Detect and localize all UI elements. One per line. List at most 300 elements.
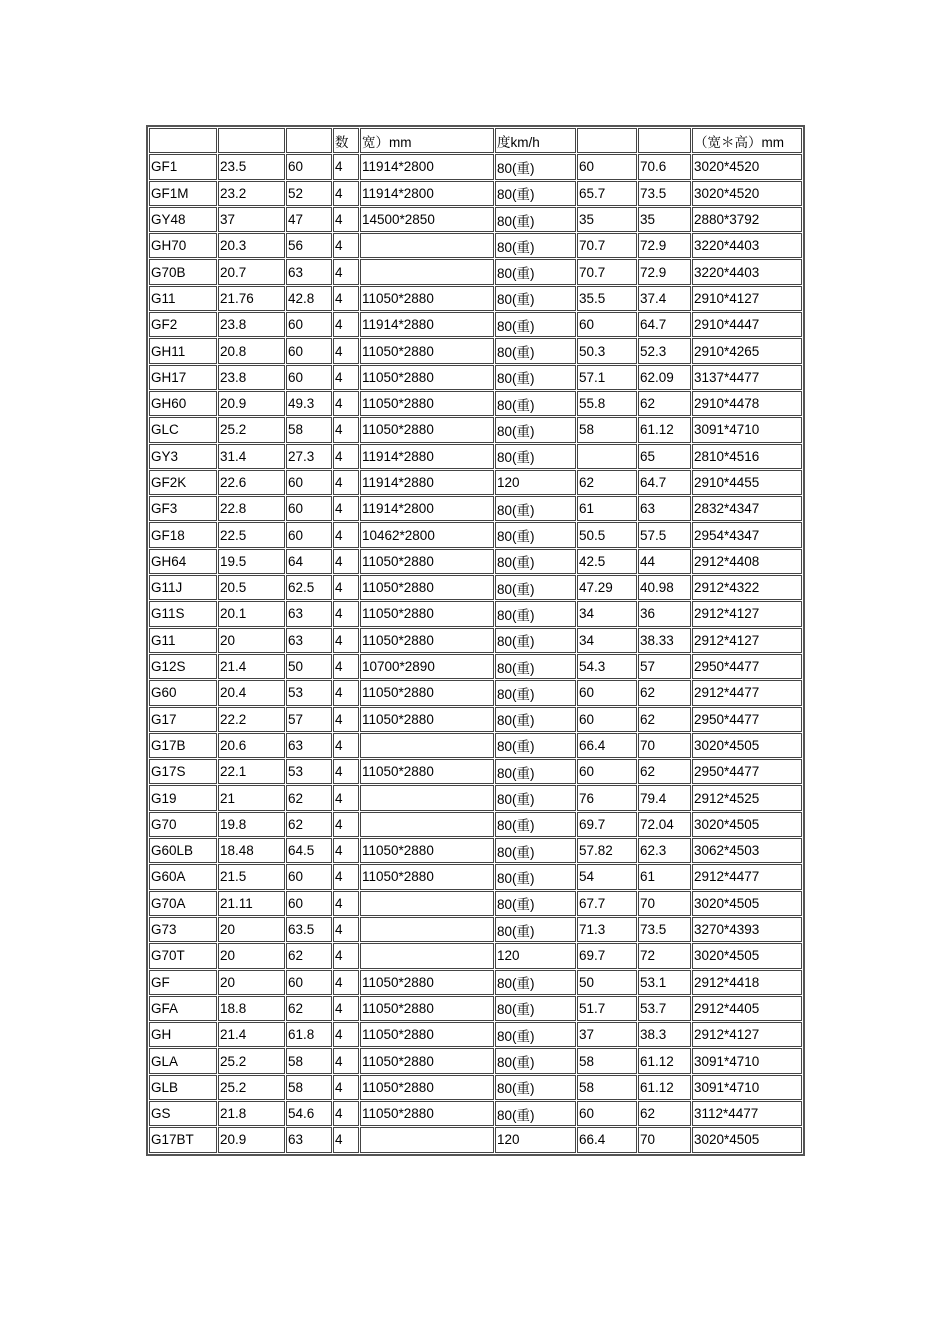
table-cell: 11914*2880	[360, 312, 494, 337]
table-cell: 20.7	[218, 259, 285, 284]
table-cell: G17	[149, 707, 217, 732]
table-cell: 50.5	[577, 522, 637, 547]
table-cell: 11050*2880	[360, 680, 494, 705]
table-cell: 37.4	[638, 286, 691, 311]
table-cell: 37	[218, 207, 285, 232]
table-cell: 80(重)	[495, 233, 576, 258]
table-cell: 36	[638, 601, 691, 626]
table-cell: 62	[286, 996, 332, 1021]
table-cell: GF1	[149, 154, 217, 179]
table-row	[149, 181, 802, 206]
table-cell: 70	[638, 733, 691, 758]
table-cell: 20.1	[218, 601, 285, 626]
table-cell: 63.5	[286, 917, 332, 942]
table-cell: 62.09	[638, 365, 691, 390]
table-cell: 62	[286, 785, 332, 810]
table-cell: 63	[286, 259, 332, 284]
table-cell: 27.3	[286, 444, 332, 469]
table-cell: 62	[638, 391, 691, 416]
table-cell: 20.9	[218, 391, 285, 416]
header-cell	[149, 128, 217, 153]
table-cell: 80(重)	[495, 391, 576, 416]
table-cell: 23.2	[218, 181, 285, 206]
table-cell: 51.7	[577, 996, 637, 1021]
table-cell: 64	[286, 549, 332, 574]
table-cell: 11050*2880	[360, 391, 494, 416]
table-cell: 2950*4477	[692, 654, 802, 679]
table-cell: 80(重)	[495, 970, 576, 995]
table-cell: 53	[286, 680, 332, 705]
header-cell: （宽＊高）mm	[692, 128, 802, 153]
table-cell: 70.6	[638, 154, 691, 179]
table-cell: 4	[333, 233, 359, 258]
table-cell: G17BT	[149, 1127, 217, 1152]
table-cell: 60	[286, 312, 332, 337]
table-row	[149, 996, 802, 1021]
table-cell: 3020*4505	[692, 943, 802, 968]
table-row	[149, 628, 802, 653]
table-cell: 4	[333, 575, 359, 600]
table-cell: 80(重)	[495, 1101, 576, 1126]
table-row	[149, 680, 802, 705]
table-cell: 20.9	[218, 1127, 285, 1152]
table-cell: 2912*4418	[692, 970, 802, 995]
table-cell: 57	[286, 707, 332, 732]
table-cell: 62	[638, 1101, 691, 1126]
table-cell: 4	[333, 181, 359, 206]
table-row	[149, 864, 802, 889]
table-cell: 61.12	[638, 1048, 691, 1073]
table-cell: 4	[333, 417, 359, 442]
table-cell: 2912*4477	[692, 680, 802, 705]
table-cell: 80(重)	[495, 917, 576, 942]
table-row	[149, 1127, 802, 1152]
table-cell: G70T	[149, 943, 217, 968]
table-cell: 50.3	[577, 338, 637, 363]
table-cell: 79.4	[638, 785, 691, 810]
table-row	[149, 707, 802, 732]
table-row	[149, 233, 802, 258]
table-cell: 10700*2890	[360, 654, 494, 679]
table-cell: 38.33	[638, 628, 691, 653]
table-cell: 2912*4525	[692, 785, 802, 810]
table-cell: 66.4	[577, 733, 637, 758]
table-cell: 80(重)	[495, 1075, 576, 1100]
table-cell: 57	[638, 654, 691, 679]
table-cell: 20	[218, 970, 285, 995]
table-cell: 10462*2800	[360, 522, 494, 547]
table-cell: 62.5	[286, 575, 332, 600]
table-cell: 4	[333, 628, 359, 653]
table-cell: 11050*2880	[360, 628, 494, 653]
table-cell: GH	[149, 1022, 217, 1047]
table-cell: 19.5	[218, 549, 285, 574]
table-cell: 11050*2880	[360, 338, 494, 363]
table-cell: 4	[333, 601, 359, 626]
table-cell: 11050*2880	[360, 970, 494, 995]
table-cell: 60	[577, 680, 637, 705]
table-cell: 54	[577, 864, 637, 889]
table-cell: 80(重)	[495, 812, 576, 837]
table-row	[149, 549, 802, 574]
table-cell: G11J	[149, 575, 217, 600]
table-cell: 21.76	[218, 286, 285, 311]
table-cell	[360, 917, 494, 942]
table-cell: 25.2	[218, 1048, 285, 1073]
table-cell: 60	[577, 1101, 637, 1126]
table-cell: 55.8	[577, 391, 637, 416]
table-cell: 58	[286, 1075, 332, 1100]
table-cell: 4	[333, 207, 359, 232]
table-cell: 62	[638, 759, 691, 784]
table-cell: G11S	[149, 601, 217, 626]
table-cell: 2912*4405	[692, 996, 802, 1021]
table-cell: 73.5	[638, 917, 691, 942]
table-cell: 2950*4477	[692, 707, 802, 732]
table-row	[149, 785, 802, 810]
table-row	[149, 1101, 802, 1126]
table-cell: 49.3	[286, 391, 332, 416]
table-cell: 11050*2880	[360, 996, 494, 1021]
table-cell: 3020*4505	[692, 1127, 802, 1152]
table-cell: GH17	[149, 365, 217, 390]
table-cell: G73	[149, 917, 217, 942]
table-cell: 80(重)	[495, 707, 576, 732]
table-cell: G70A	[149, 891, 217, 916]
table-cell: 11050*2880	[360, 365, 494, 390]
table-cell: 4	[333, 259, 359, 284]
table-cell: 72.9	[638, 233, 691, 258]
table-row	[149, 496, 802, 521]
table-cell: 3220*4403	[692, 233, 802, 258]
table-cell: 35.5	[577, 286, 637, 311]
table-cell: 11050*2880	[360, 1022, 494, 1047]
table-cell: 71.3	[577, 917, 637, 942]
table-row	[149, 391, 802, 416]
table-cell: GFA	[149, 996, 217, 1021]
table-cell: 3137*4477	[692, 365, 802, 390]
table-cell: 40.98	[638, 575, 691, 600]
table-cell: 21.4	[218, 1022, 285, 1047]
table-cell: 3091*4710	[692, 1075, 802, 1100]
table-cell: GY3	[149, 444, 217, 469]
table-cell: 63	[286, 733, 332, 758]
table-cell	[360, 1127, 494, 1152]
table-cell: 80(重)	[495, 181, 576, 206]
table-cell: 3062*4503	[692, 838, 802, 863]
table-cell: 14500*2850	[360, 207, 494, 232]
table-cell: GLB	[149, 1075, 217, 1100]
table-cell: 4	[333, 812, 359, 837]
table-cell: 4	[333, 1101, 359, 1126]
table-cell: 35	[638, 207, 691, 232]
table-cell: 11914*2880	[360, 470, 494, 495]
table-cell: 20.6	[218, 733, 285, 758]
table-cell: 58	[286, 1048, 332, 1073]
table-cell: 80(重)	[495, 601, 576, 626]
table-cell	[360, 785, 494, 810]
table-cell: GY48	[149, 207, 217, 232]
table-cell: GH64	[149, 549, 217, 574]
table-cell: 72	[638, 943, 691, 968]
table-cell: 61	[638, 864, 691, 889]
table-row	[149, 338, 802, 363]
table-cell: 62	[577, 470, 637, 495]
table-cell: 80(重)	[495, 522, 576, 547]
table-cell: 4	[333, 654, 359, 679]
table-cell: 22.5	[218, 522, 285, 547]
table-cell: GF2	[149, 312, 217, 337]
table-cell: 2912*4127	[692, 1022, 802, 1047]
table-cell: 4	[333, 444, 359, 469]
table-cell: 60	[286, 891, 332, 916]
table-cell: G12S	[149, 654, 217, 679]
table-cell: 11050*2880	[360, 838, 494, 863]
table-cell: 3020*4520	[692, 181, 802, 206]
table-cell: 60	[286, 864, 332, 889]
table-cell: 21.5	[218, 864, 285, 889]
table-cell: G70B	[149, 259, 217, 284]
table-cell: 70.7	[577, 259, 637, 284]
table-cell: 80(重)	[495, 838, 576, 863]
table-cell: GF	[149, 970, 217, 995]
table-cell: 58	[577, 1048, 637, 1073]
table-cell: 80(重)	[495, 575, 576, 600]
table-cell: 80(重)	[495, 996, 576, 1021]
table-cell: GS	[149, 1101, 217, 1126]
table-cell: 80(重)	[495, 154, 576, 179]
table-cell	[360, 891, 494, 916]
table-cell: 4	[333, 733, 359, 758]
table-cell: 53.7	[638, 996, 691, 1021]
table-cell: 4	[333, 470, 359, 495]
table-row	[149, 970, 802, 995]
table-cell: 80(重)	[495, 496, 576, 521]
table-cell: 4	[333, 154, 359, 179]
table-cell: 4	[333, 286, 359, 311]
table-row	[149, 812, 802, 837]
table-cell: 80(重)	[495, 654, 576, 679]
table-cell: 11050*2880	[360, 575, 494, 600]
table-cell: 3020*4505	[692, 812, 802, 837]
table-cell: 72.9	[638, 259, 691, 284]
table-cell: G60A	[149, 864, 217, 889]
table-cell: 31.4	[218, 444, 285, 469]
table-cell: 21.8	[218, 1101, 285, 1126]
table-cell: 47.29	[577, 575, 637, 600]
table-cell: 64.5	[286, 838, 332, 863]
table-row	[149, 312, 802, 337]
table-cell: 35	[577, 207, 637, 232]
table-cell: 63	[286, 628, 332, 653]
table-cell: 80(重)	[495, 338, 576, 363]
table-cell: 4	[333, 917, 359, 942]
table-cell: 4	[333, 391, 359, 416]
table-cell: 34	[577, 628, 637, 653]
table-row	[149, 601, 802, 626]
table-cell: 60	[286, 496, 332, 521]
table-cell: 2912*4477	[692, 864, 802, 889]
table-cell: 62.3	[638, 838, 691, 863]
table-cell: 60	[286, 970, 332, 995]
table-cell: 18.8	[218, 996, 285, 1021]
table-row	[149, 1075, 802, 1100]
table-cell: 3091*4710	[692, 1048, 802, 1073]
table-cell: 11914*2800	[360, 496, 494, 521]
table-cell: 57.1	[577, 365, 637, 390]
table-cell: 80(重)	[495, 785, 576, 810]
table-cell: 4	[333, 707, 359, 732]
table-cell: 60	[577, 312, 637, 337]
table-cell: 80(重)	[495, 312, 576, 337]
table-cell: 62	[638, 680, 691, 705]
table-cell: 2910*4127	[692, 286, 802, 311]
header-row	[149, 128, 802, 153]
table-cell: 63	[286, 601, 332, 626]
table-cell: 37	[577, 1022, 637, 1047]
table-row	[149, 838, 802, 863]
table-cell: 80(重)	[495, 207, 576, 232]
table-cell: 58	[286, 417, 332, 442]
table-cell: 80(重)	[495, 1048, 576, 1073]
table-cell: 11914*2880	[360, 444, 494, 469]
header-cell	[638, 128, 691, 153]
table-cell: 4	[333, 838, 359, 863]
table-cell: 25.2	[218, 1075, 285, 1100]
table-cell: 67.7	[577, 891, 637, 916]
table-cell: 2832*4347	[692, 496, 802, 521]
table-cell: G60LB	[149, 838, 217, 863]
table-cell: 2912*4322	[692, 575, 802, 600]
table-cell: 80(重)	[495, 864, 576, 889]
table-cell: 66.4	[577, 1127, 637, 1152]
table-cell: 11050*2880	[360, 417, 494, 442]
table-cell: 11050*2880	[360, 549, 494, 574]
table-cell: 20	[218, 628, 285, 653]
table-cell: 4	[333, 1022, 359, 1047]
table-cell: 61.8	[286, 1022, 332, 1047]
table-cell: 3270*4393	[692, 917, 802, 942]
table-cell: 4	[333, 522, 359, 547]
table-cell: 21	[218, 785, 285, 810]
table-cell: 2910*4447	[692, 312, 802, 337]
table-cell: G60	[149, 680, 217, 705]
table-cell: 20	[218, 917, 285, 942]
table-cell: 60	[286, 154, 332, 179]
table-cell: 4	[333, 680, 359, 705]
table-cell	[360, 233, 494, 258]
table-cell: GH60	[149, 391, 217, 416]
table-cell: 18.48	[218, 838, 285, 863]
table-cell: 60	[286, 522, 332, 547]
table-cell: 20	[218, 943, 285, 968]
table-cell: 60	[577, 154, 637, 179]
table-row	[149, 154, 802, 179]
table-cell: GH11	[149, 338, 217, 363]
table-cell: 73.5	[638, 181, 691, 206]
table-cell: 60	[577, 759, 637, 784]
table-cell: 52	[286, 181, 332, 206]
table-cell: 60	[286, 338, 332, 363]
table-cell: 70.7	[577, 233, 637, 258]
table-cell: 2910*4455	[692, 470, 802, 495]
table-cell: 2954*4347	[692, 522, 802, 547]
table-cell: 76	[577, 785, 637, 810]
table-row	[149, 365, 802, 390]
table-cell	[360, 259, 494, 284]
table-row	[149, 759, 802, 784]
table-cell: 80(重)	[495, 286, 576, 311]
header-cell: 数	[333, 128, 359, 153]
table-cell: 64.7	[638, 470, 691, 495]
table-cell: 42.5	[577, 549, 637, 574]
table-cell: 22.8	[218, 496, 285, 521]
header-cell	[577, 128, 637, 153]
table-cell: GLC	[149, 417, 217, 442]
table-cell: 80(重)	[495, 549, 576, 574]
table-cell: 3112*4477	[692, 1101, 802, 1126]
table-cell: 3020*4505	[692, 891, 802, 916]
table-cell: 62	[638, 707, 691, 732]
table-cell: GF2K	[149, 470, 217, 495]
table-row	[149, 444, 802, 469]
table-cell: 3091*4710	[692, 417, 802, 442]
table-cell: 25.2	[218, 417, 285, 442]
table-cell: 61.12	[638, 1075, 691, 1100]
table-cell: 80(重)	[495, 628, 576, 653]
table-cell: 2950*4477	[692, 759, 802, 784]
table-cell	[360, 943, 494, 968]
table-cell: 22.1	[218, 759, 285, 784]
table-row	[149, 1022, 802, 1047]
table-cell: 47	[286, 207, 332, 232]
table-cell: 50	[286, 654, 332, 679]
table-cell: 4	[333, 338, 359, 363]
header-cell	[286, 128, 332, 153]
table-cell: 11050*2880	[360, 1075, 494, 1100]
table-cell: 61.12	[638, 417, 691, 442]
table-cell: 58	[577, 417, 637, 442]
table-cell: 11050*2880	[360, 1101, 494, 1126]
table-cell: 56	[286, 233, 332, 258]
table-row	[149, 417, 802, 442]
table-cell: 58	[577, 1075, 637, 1100]
table-cell: 20.5	[218, 575, 285, 600]
table-cell: 4	[333, 943, 359, 968]
table-cell: 11050*2880	[360, 707, 494, 732]
table-cell: 80(重)	[495, 365, 576, 390]
table-cell: 19.8	[218, 812, 285, 837]
table-cell: 20.8	[218, 338, 285, 363]
table-cell: 2912*4127	[692, 628, 802, 653]
table-row	[149, 522, 802, 547]
table-cell	[577, 444, 637, 469]
table-row	[149, 207, 802, 232]
table-cell: 80(重)	[495, 733, 576, 758]
table-cell: 44	[638, 549, 691, 574]
table-row	[149, 259, 802, 284]
table-cell: 4	[333, 785, 359, 810]
header-cell	[218, 128, 285, 153]
table-cell: 54.6	[286, 1101, 332, 1126]
table-cell: 42.8	[286, 286, 332, 311]
table-cell: 69.7	[577, 943, 637, 968]
table-cell: 2912*4127	[692, 601, 802, 626]
table-cell: 11050*2880	[360, 1048, 494, 1073]
table-cell: 38.3	[638, 1022, 691, 1047]
table-cell: 60	[286, 365, 332, 390]
table-cell: G17B	[149, 733, 217, 758]
